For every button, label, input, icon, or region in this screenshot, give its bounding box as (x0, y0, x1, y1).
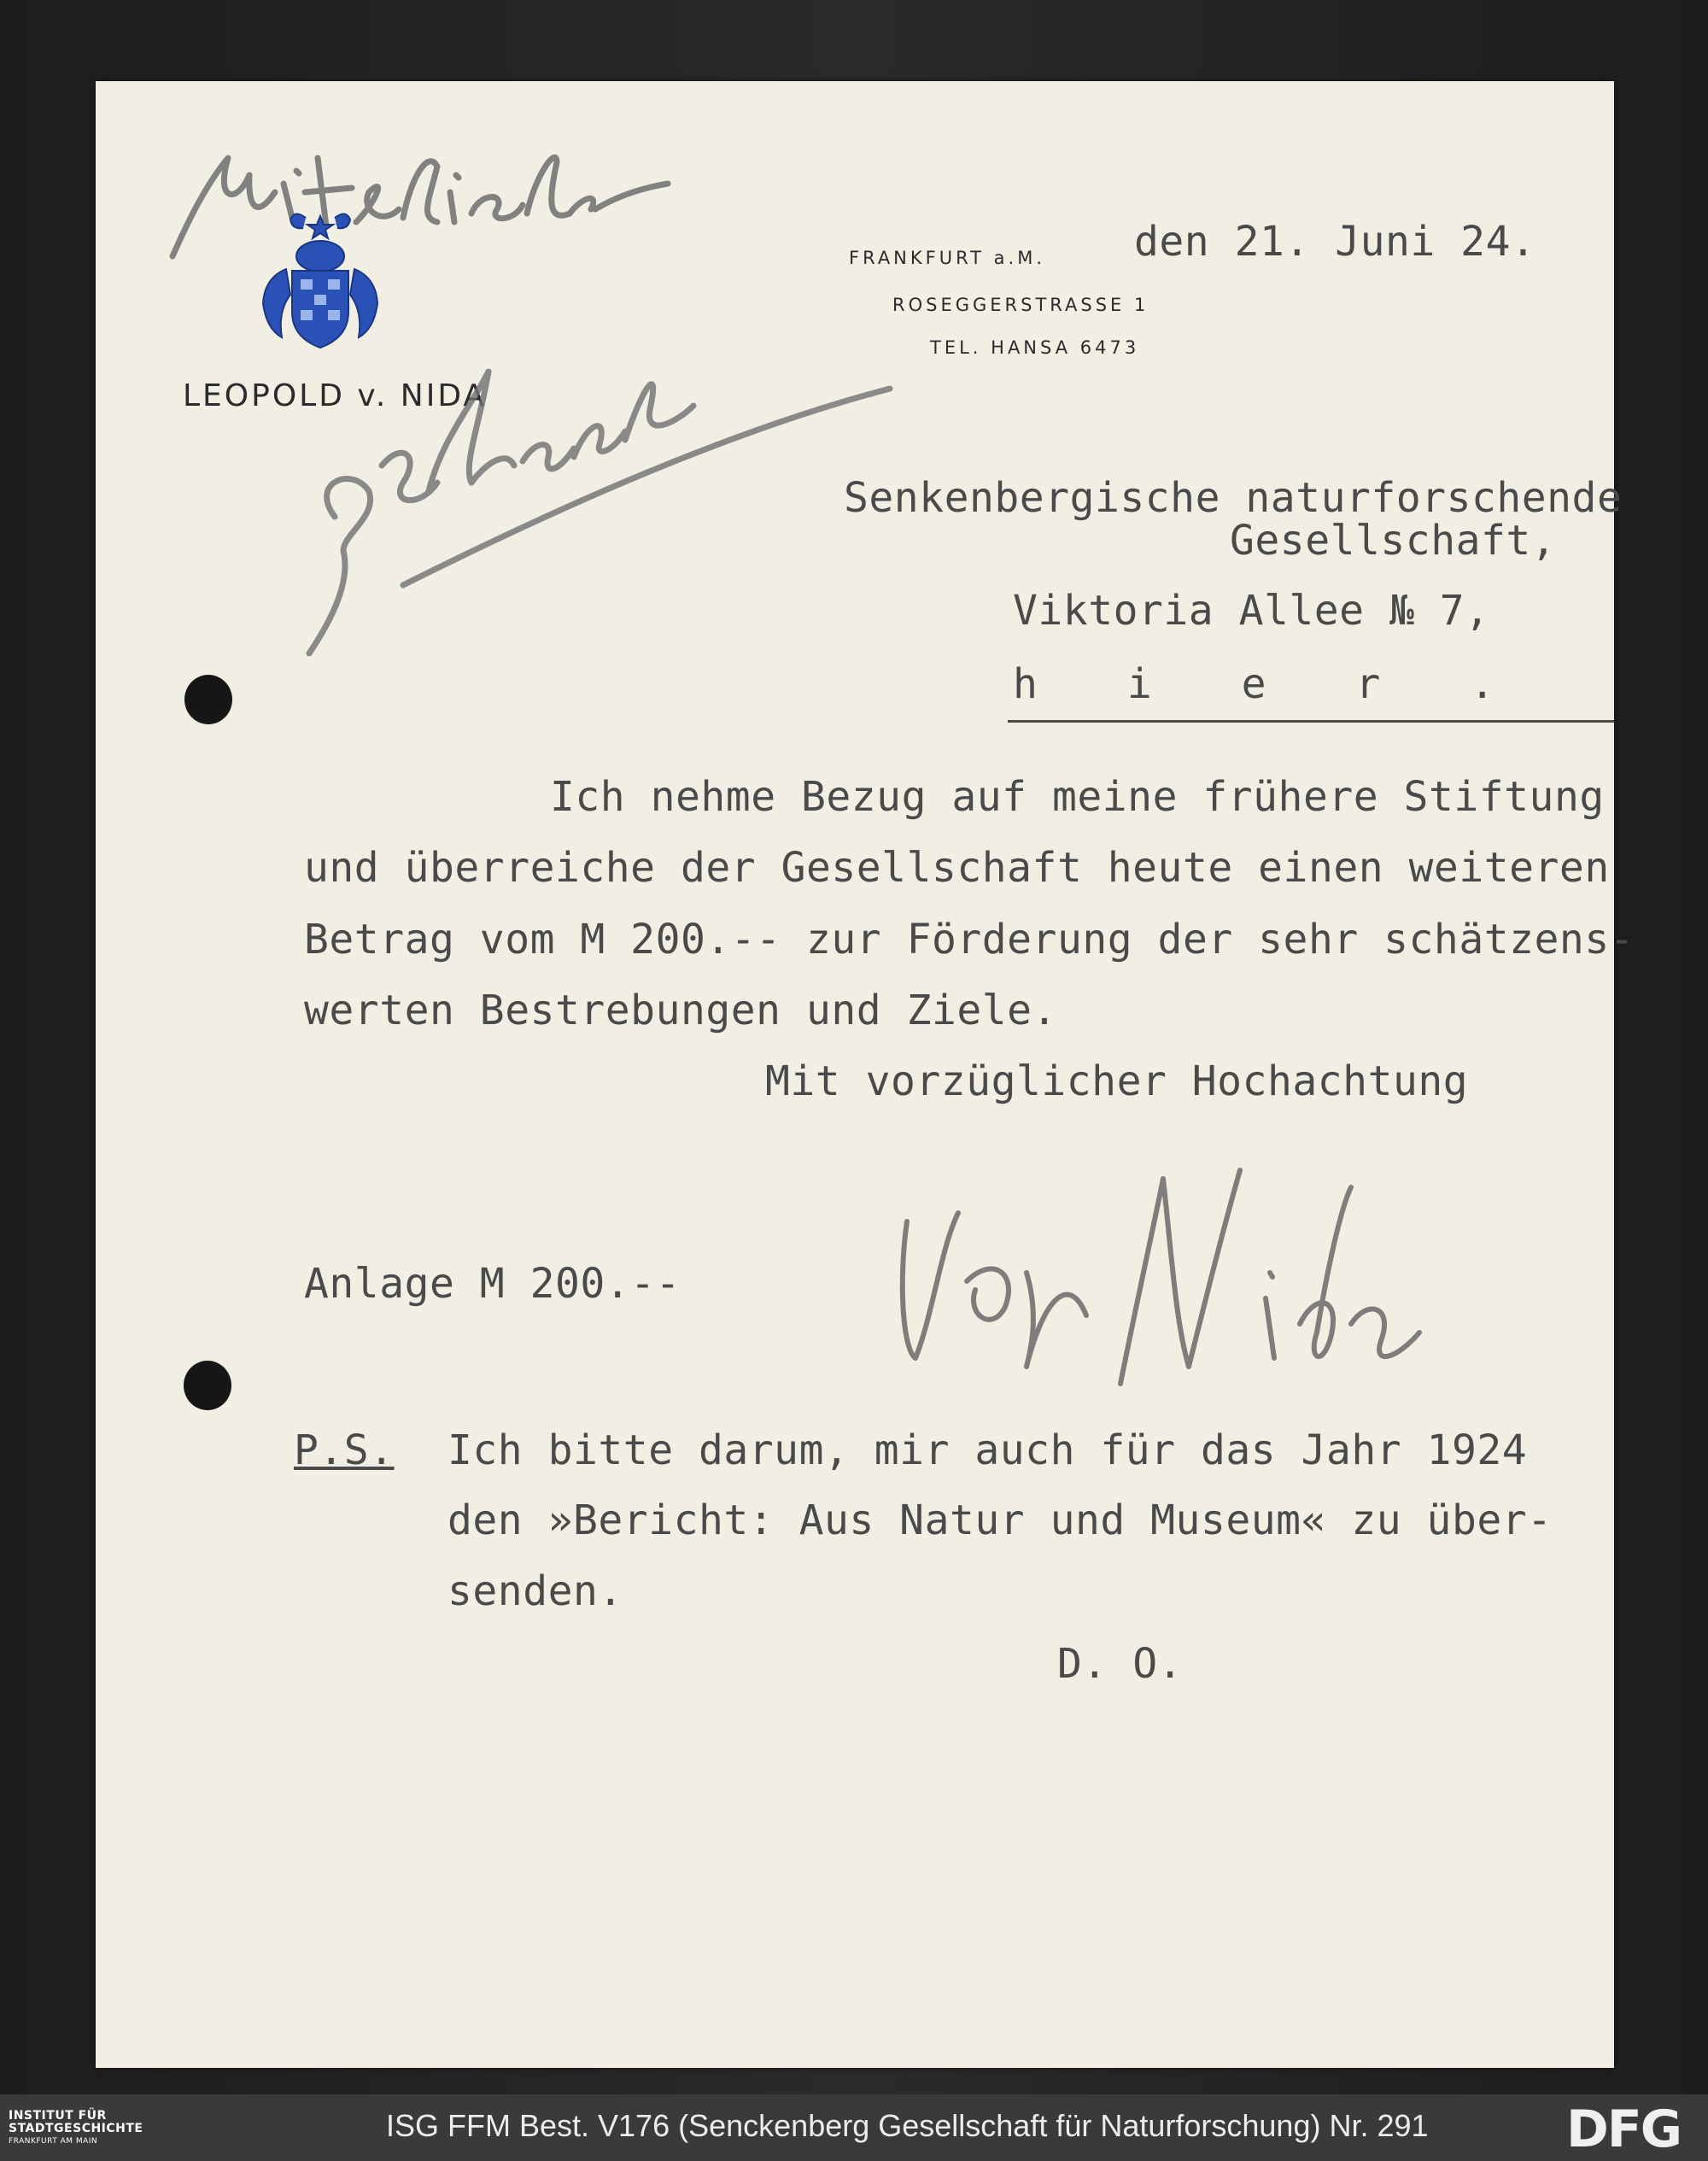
recipient-line-2: Gesellschaft, (1230, 517, 1557, 565)
dfg-logo: DFG (1566, 2100, 1682, 2159)
recipient-line-1: Senkenbergische naturforschende (844, 474, 1623, 522)
letterhead-street: ROSEGGERSTRASSE 1 (892, 295, 1149, 315)
isg-logo (9, 2110, 143, 2148)
body-line-2: und überreiche der Gesellschaft heute einen weiteren (304, 844, 1610, 892)
letter-page (96, 81, 1635, 2068)
recipient-line-4: h i e r . (1013, 660, 1528, 708)
postscript-line-2: den »Bericht: Aus Natur und Museum« zu über- (447, 1496, 1553, 1544)
closing-line: Mit vorzüglicher Hochachtung (765, 1057, 1469, 1105)
enclosure-line: Anlage M 200.-- (304, 1260, 681, 1308)
punch-hole-upper (184, 675, 232, 724)
body-line-3: Betrag vom M 200.-- zur Förderung der sehr schätzens- (304, 916, 1635, 963)
signature (864, 1127, 1428, 1409)
coat-of-arms-icon (256, 209, 384, 353)
recipient-underline (1008, 720, 1614, 723)
isg-logo-line-3: FRANKFURT AM MAIN (9, 2137, 98, 2146)
postscript-label: P.S. (294, 1426, 395, 1474)
pencil-note-mitglieder (155, 124, 685, 278)
letterhead-city: FRANKFURT a.M. (849, 248, 1046, 268)
archive-footer (0, 2094, 1708, 2161)
body-line-4: werten Bestrebungen und Ziele. (304, 987, 1057, 1034)
sender-name: LEOPOLD v. NIDA (183, 378, 488, 413)
letterhead-phone: TEL. HANSA 6473 (930, 337, 1140, 358)
recipient-line-3: Viktoria Allee № 7, (1013, 587, 1490, 635)
archive-caption: ISG FFM Best. V176 (Senckenberg Gesellschaft für Naturforschung) Nr. 291 (386, 2108, 1429, 2143)
punch-hole-lower (184, 1361, 231, 1410)
postscript-line-1: Ich bitte darum, mir auch für das Jahr 1924 (447, 1426, 1528, 1474)
body-line-1: Ich nehme Bezug auf meine frühere Stiftung (550, 773, 1605, 821)
isg-logo-line-2: STADTGESCHICHTE (9, 2122, 143, 2135)
postscript-initials: D. O. (1057, 1640, 1183, 1688)
postscript-line-3: senden. (447, 1567, 623, 1615)
pencil-note-gedankt (301, 337, 933, 679)
date-line: den 21. Juni 24. (1134, 218, 1536, 266)
isg-logo-line-1: INSTITUT FÜR (9, 2109, 107, 2123)
